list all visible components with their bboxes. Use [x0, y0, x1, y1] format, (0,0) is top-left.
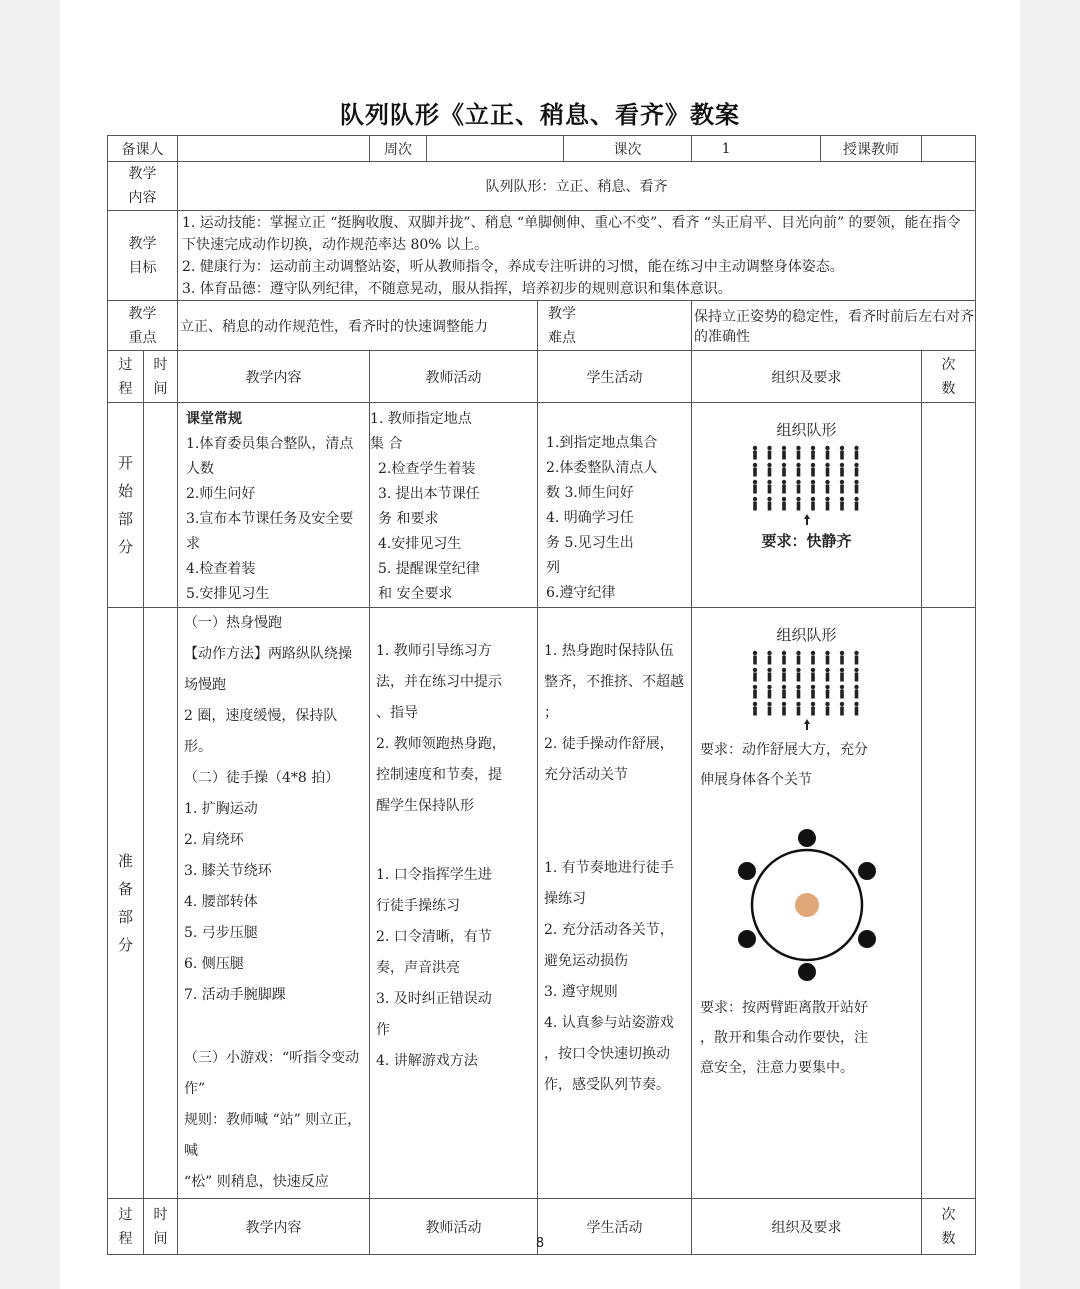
student-figure	[796, 446, 800, 450]
student-figure-body	[854, 502, 858, 511]
student-figure	[839, 446, 843, 450]
student-figure	[825, 480, 829, 484]
teacher-marker-icon	[804, 514, 810, 525]
student-figure-body	[782, 485, 786, 494]
difficulty-value: 保持立正姿势的稳定性，看齐时前后左右对齐的准确性	[692, 301, 976, 351]
objective-item: 2. 健康行为：运动前主动调整站姿，听从教师指令，养成专注听讲的习惯，能在练习中主动调整身体姿态。	[182, 258, 844, 275]
student-figure-body	[825, 656, 829, 665]
start-count	[922, 403, 976, 608]
content-row	[108, 162, 976, 211]
page-number: 8	[535, 1236, 545, 1251]
time-header: 时 间	[144, 351, 178, 403]
student-figure-body	[753, 673, 757, 682]
student-figure	[839, 480, 843, 484]
student-figure	[810, 480, 814, 484]
student-figure	[781, 497, 785, 501]
student-figure-body	[825, 468, 829, 477]
student-figure-body	[796, 502, 800, 511]
org-header: 组织及要求	[692, 351, 922, 403]
lesson-value: 1	[692, 136, 821, 162]
teacher-value	[922, 136, 976, 162]
student-figure-body	[854, 690, 858, 699]
game-line: “松” 则稍息，快速反应	[184, 1174, 329, 1190]
student-figure-body	[753, 468, 757, 477]
student-figure	[781, 685, 785, 689]
game-line: 规则：教师喊 “站” 则立正，喊	[184, 1112, 362, 1159]
student-figure	[854, 651, 858, 655]
teacher-label: 授课教师	[821, 136, 922, 162]
student-figure-body	[840, 656, 844, 665]
student-figure-body	[811, 502, 815, 511]
student-header: 学生活动	[538, 1199, 692, 1255]
student-figure	[839, 651, 843, 655]
student-figure-body	[854, 451, 858, 460]
prep-org-title: 组织队形	[776, 626, 837, 644]
student-figure	[810, 702, 814, 706]
start-content-title: 课堂常规	[186, 411, 242, 427]
student-figure-body	[753, 502, 757, 511]
student-figure	[752, 702, 756, 706]
teacher-header: 教师活动	[370, 1199, 538, 1255]
org-header: 组织及要求	[692, 1199, 922, 1255]
student-figure	[854, 497, 858, 501]
student-figure	[767, 668, 771, 672]
student-figure-body	[767, 502, 771, 511]
student-figure	[810, 446, 814, 450]
start-content: 课堂常规 1.体育委员集合整队，清点人数 2.师生问好 3.宣布本节课任务及安全要 求 4.检查着装 5.安排见习生	[178, 403, 370, 608]
student-figure	[854, 480, 858, 484]
start-organization	[692, 403, 922, 608]
student-figure	[781, 446, 785, 450]
student-figure	[796, 685, 800, 689]
formation-diagram	[747, 440, 867, 526]
objective-item: 1. 运动技能：掌握立正 “挺胸收腹、双脚并拢”、稍息 “单脚侧伸、重心不变”、看齐 “头正肩平、目光向前” 的要领，能在指令下快速完成动作切换，动作规范率达 80% 以上。	[182, 214, 961, 253]
student-figure-body	[796, 451, 800, 460]
student-figure-body	[782, 656, 786, 665]
student-figure	[825, 668, 829, 672]
student-figure-body	[796, 673, 800, 682]
student-figure-body	[796, 468, 800, 477]
student-figure	[781, 702, 785, 706]
student-figure	[854, 702, 858, 706]
start-student: 1.到指定地点集合 2.体委整队清点人 数 3.师生问好 4. 明确学习任 务 5.见习生出 列 6.遵守纪律	[538, 403, 692, 608]
objectives-row	[108, 211, 976, 301]
student-figure	[825, 651, 829, 655]
student-figure-body	[753, 485, 757, 494]
start-time	[144, 403, 178, 608]
lesson-label: 课次	[564, 136, 692, 162]
objectives-label: 教学 目标	[108, 211, 178, 301]
student-figure	[839, 668, 843, 672]
student-figure	[781, 463, 785, 467]
game-line: （三）小游戏：“听指令变动作”	[184, 1050, 360, 1097]
teacher-marker-icon	[804, 719, 810, 730]
student-figure-body	[840, 707, 844, 716]
prep-org-requirement-2: 要求：按两臂距离散开站好 ，散开和集合动作要快，注 意安全，注意力要集中。	[700, 1000, 869, 1076]
student-figure	[839, 685, 843, 689]
student-figure-body	[825, 673, 829, 682]
student-figure	[810, 668, 814, 672]
student-figure-body	[782, 468, 786, 477]
student-figure-body	[825, 451, 829, 460]
student-figure-body	[854, 468, 858, 477]
student-figure-body	[796, 690, 800, 699]
student-figure	[810, 651, 814, 655]
objectives-list	[178, 211, 976, 301]
student-figure	[796, 702, 800, 706]
student-figure	[752, 497, 756, 501]
student-figure-body	[753, 707, 757, 716]
student-figure	[825, 702, 829, 706]
student-figure	[825, 463, 829, 467]
content-value: 队列队形：立正、稍息、看齐	[178, 162, 976, 211]
student-figure	[781, 668, 785, 672]
count-header: 次 数	[922, 1199, 976, 1255]
start-phase-label: 开 始 部 分	[108, 403, 144, 608]
student-figure-body	[825, 502, 829, 511]
student-figure	[810, 685, 814, 689]
student-figure-body	[767, 673, 771, 682]
prep-organization	[692, 608, 922, 1199]
prep-count	[922, 608, 976, 1199]
student-figure-body	[825, 485, 829, 494]
student-figure	[767, 480, 771, 484]
student-figure-body	[840, 485, 844, 494]
student-figure	[752, 480, 756, 484]
keypoints-value: 立正、稍息的动作规范性，看齐时的快速调整能力	[178, 301, 538, 351]
lesson-plan-table	[107, 135, 976, 1255]
student-figure	[767, 463, 771, 467]
student-figure-body	[854, 673, 858, 682]
student-figure-body	[782, 673, 786, 682]
document-page	[60, 0, 1020, 1289]
student-figure	[767, 446, 771, 450]
student-figure-body	[811, 690, 815, 699]
preparer-label: 备课人	[108, 136, 178, 162]
student-figure	[752, 446, 756, 450]
student-figure-body	[782, 451, 786, 460]
student-figure	[854, 685, 858, 689]
student-figure	[839, 702, 843, 706]
prep-section-row	[108, 608, 976, 1199]
student-figure-body	[840, 451, 844, 460]
student-figure-body	[825, 690, 829, 699]
student-figure-body	[767, 451, 771, 460]
student-figure	[839, 463, 843, 467]
student-figure	[810, 463, 814, 467]
student-figure	[752, 463, 756, 467]
student-figure	[781, 651, 785, 655]
student-figure	[796, 668, 800, 672]
student-figure	[825, 685, 829, 689]
student-figure	[781, 480, 785, 484]
difficulty-label: 教学 难点	[538, 301, 692, 351]
teacher-header: 教师活动	[370, 351, 538, 403]
prep-student: 1. 热身跑时保持队伍 整齐，不推挤、不超越 ； 2. 徒手操动作舒展， 充分活动关节 1. 有节奏地进行徒手 操练习 2. 充分活动各关节， 避免运动损伤 3. 遵守规则 4. 认真参与站姿游戏 ，按口令快速切换动 作，感受队列节奏。	[538, 608, 692, 1199]
student-figure	[752, 651, 756, 655]
column-header-row	[108, 351, 976, 403]
header-row	[108, 136, 976, 162]
student-figure-body	[854, 707, 858, 716]
week-label: 周次	[370, 136, 427, 162]
student-figure-body	[825, 707, 829, 716]
student-figure-body	[796, 485, 800, 494]
circle-formation-diagram	[727, 825, 887, 985]
start-org-title: 组织队形	[776, 421, 837, 439]
objective-item: 3. 体育品德：遵守队列纪律，不随意晃动，服从指挥，培养初步的规则意识和集体意识。	[182, 280, 732, 297]
prep-teacher: 1. 教师引导练习方 法，并在练习中提示 、指导 2. 教师领跑热身跑， 控制速度和节奏，提 醒学生保持队形 1. 口令指挥学生进 行徒手操练习 2. 口令清晰，有节 奏，声音洪亮 3. 及时纠正错误动 作 4. 讲解游戏方法	[370, 608, 538, 1199]
student-figure	[839, 497, 843, 501]
student-figure-body	[767, 656, 771, 665]
student-figure	[825, 497, 829, 501]
prep-time	[144, 608, 178, 1199]
keypoints-row	[108, 301, 976, 351]
student-figure-body	[782, 690, 786, 699]
process-header: 过 程	[108, 351, 144, 403]
student-figure-body	[767, 707, 771, 716]
prep-phase-label: 准 备 部 分	[108, 608, 144, 1199]
student-figure	[767, 497, 771, 501]
student-figure-body	[840, 468, 844, 477]
student-figure	[767, 651, 771, 655]
student-figure-body	[782, 707, 786, 716]
student-figure-body	[854, 656, 858, 665]
prep-content: （一）热身慢跑 【动作方法】两路纵队绕操场慢跑 2 圈，速度缓慢，保持队形。 （二）徒手操（4*8 拍） 1. 扩胸运动 2. 肩绕环 3. 膝关节绕环 4. 腰部转体 5. 弓步压腿 6. 侧压腿 7. 活动手腕脚踝 （三）小游戏：“听指令变动作” 规则：教师喊 “站” 则立正，喊 “松” 则稍息，快速反应	[178, 608, 370, 1199]
student-figure-body	[811, 468, 815, 477]
student-figure-body	[811, 451, 815, 460]
student-figure-body	[782, 502, 786, 511]
content-label: 教学 内容	[108, 162, 178, 211]
time-header: 时 间	[144, 1199, 178, 1255]
student-figure	[796, 463, 800, 467]
count-header: 次 数	[922, 351, 976, 403]
student-figure-body	[796, 656, 800, 665]
page-title: 队列队形《立正、稍息、看齐》教案	[340, 101, 740, 129]
student-figure-body	[767, 468, 771, 477]
student-figure-body	[840, 502, 844, 511]
student-figure	[752, 668, 756, 672]
student-figure	[796, 497, 800, 501]
week-value	[427, 136, 564, 162]
student-figure	[767, 685, 771, 689]
student-figure-body	[753, 451, 757, 460]
student-figure-body	[840, 673, 844, 682]
student-figure-body	[767, 485, 771, 494]
student-figure-body	[796, 707, 800, 716]
prep-org-requirement: 要求：动作舒展大方，充分 伸展身体各个关节	[700, 742, 869, 788]
preparer-value	[178, 136, 370, 162]
student-figure-body	[767, 690, 771, 699]
student-figure	[796, 651, 800, 655]
student-figure	[752, 685, 756, 689]
student-figure-body	[753, 690, 757, 699]
student-figure-body	[811, 656, 815, 665]
student-header: 学生活动	[538, 351, 692, 403]
student-figure	[825, 446, 829, 450]
student-figure-body	[854, 485, 858, 494]
student-figure-body	[811, 485, 815, 494]
process-header: 过 程	[108, 1199, 144, 1255]
student-figure-body	[753, 656, 757, 665]
student-figure	[854, 446, 858, 450]
start-org-requirement: 要求：快静齐	[761, 532, 852, 550]
student-figure	[854, 668, 858, 672]
formation-diagram	[747, 645, 867, 731]
content-header: 教学内容	[178, 351, 370, 403]
student-figure	[854, 463, 858, 467]
student-figure-body	[811, 707, 815, 716]
student-figure	[796, 480, 800, 484]
start-teacher: 1. 教师指定地点 集 合 2.检查学生着装 3. 提出本节课任 务 和要求 4.安排见习生 5. 提醒课堂纪律 和 安全要求	[370, 403, 538, 608]
content-header: 教学内容	[178, 1199, 370, 1255]
student-figure	[810, 497, 814, 501]
start-section-row	[108, 403, 976, 608]
student-figure-body	[811, 673, 815, 682]
keypoints-label: 教学 重点	[108, 301, 178, 351]
student-figure	[767, 702, 771, 706]
student-figure-body	[840, 690, 844, 699]
